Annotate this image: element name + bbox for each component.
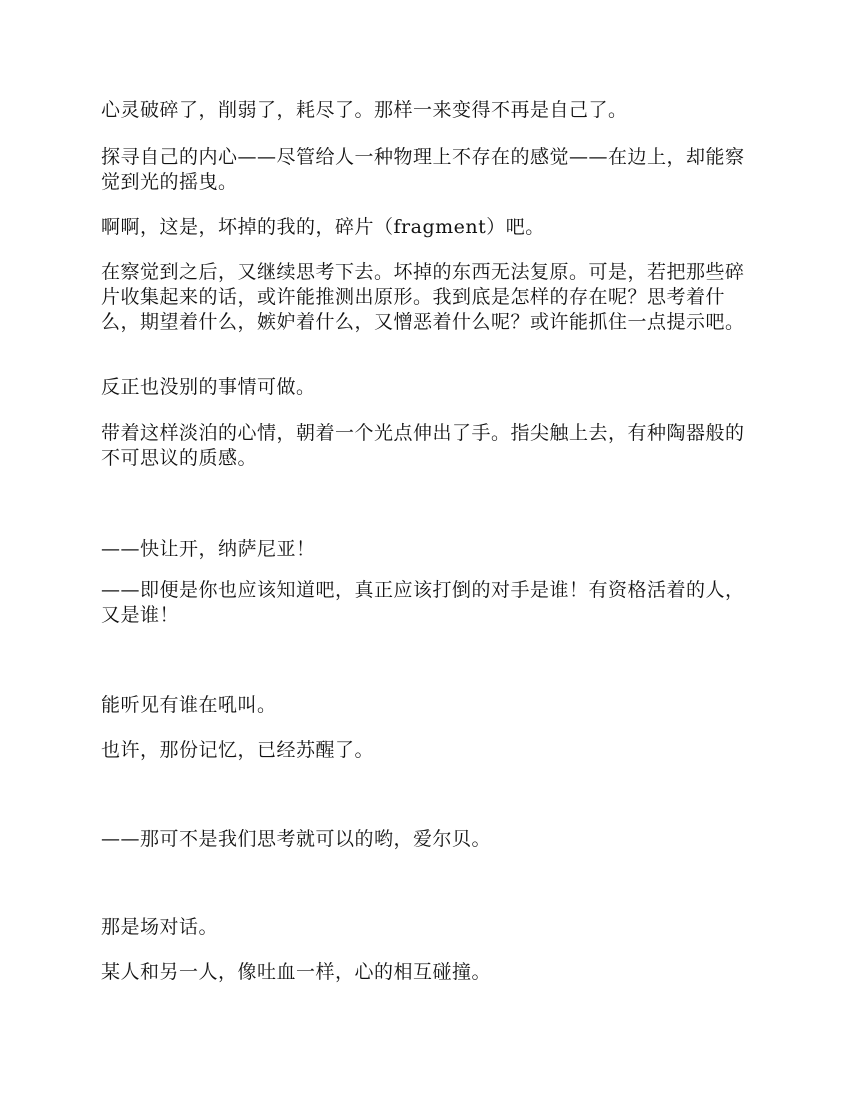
paragraph-4: 在察觉到之后，又继续思考下去。坏掉的东西无法复原。可是，若把那些碎片收集起来的话，或许能推测出原形。我到底是怎样的存在呢？思考着什么，期望着什么，嫉妒着什么，又憎恶着什么呢？或许能抓住一点提示吧。 xyxy=(101,261,745,333)
paragraph-12: 那是场对话。 xyxy=(101,916,219,938)
paragraph-3: 啊啊，这是，坏掉的我的，碎片（fragment）吧。 xyxy=(101,216,545,238)
paragraph-7: ——快让开，纳萨尼亚！ xyxy=(101,538,316,560)
paragraph-10: 也许，那份记忆，已经苏醒了。 xyxy=(101,739,375,761)
paragraph-1: 心灵破碎了，削弱了，耗尽了。那样一来变得不再是自己了。 xyxy=(101,99,628,121)
paragraph-6: 带着这样淡泊的心情，朝着一个光点伸出了手。指尖触上去，有种陶器般的不可思议的质感。 xyxy=(101,422,745,469)
paragraph-5: 反正也没别的事情可做。 xyxy=(101,376,316,398)
paragraph-13: 某人和另一人，像吐血一样，心的相互碰撞。 xyxy=(101,961,492,983)
paragraph-11: ——那可不是我们思考就可以的哟，爱尔贝。 xyxy=(101,828,492,850)
paragraph-2: 探寻自己的内心——尽管给人一种物理上不存在的感觉——在边上，却能察觉到光的摇曳。 xyxy=(101,146,745,193)
paragraph-8: ——即便是你也应该知道吧，真正应该打倒的对手是谁！有资格活着的人，又是谁！ xyxy=(101,579,745,626)
paragraph-9: 能听见有谁在吼叫。 xyxy=(101,694,277,716)
